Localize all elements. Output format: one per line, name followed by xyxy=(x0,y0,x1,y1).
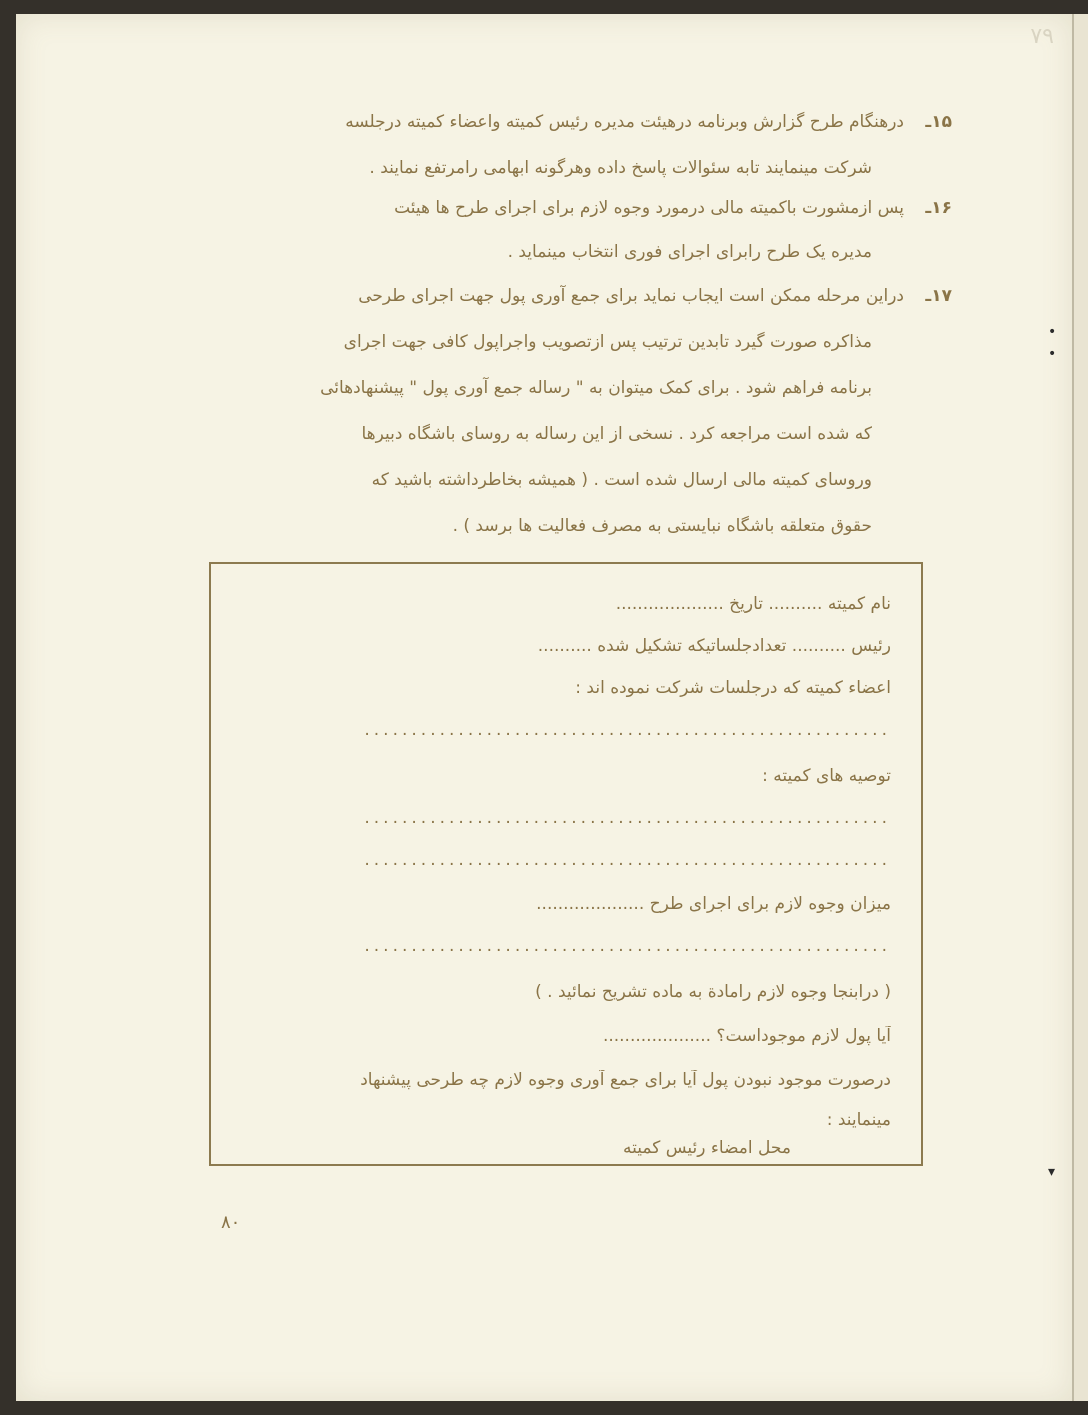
money-field[interactable]: .................... xyxy=(602,1026,712,1046)
date-label: تاریخ xyxy=(729,594,763,614)
item-number: ۱۶ـ xyxy=(925,198,952,218)
item-line: مذاکره صورت گیرد تابدین ترتیب پس ازتصویب واجراپول کافی جهت اجرای xyxy=(343,332,872,352)
explain-note: ( درابنجا وجوه لازم رامادة به ماده تشریح نمائید . ) xyxy=(535,982,891,1002)
form-row-recommendations xyxy=(241,766,891,786)
members-label: اعضاء کمیته که درجلسات شرکت نموده اند : xyxy=(575,678,891,698)
funds-field[interactable]: .................... xyxy=(536,894,645,914)
recommendations-label: توصیه های کمیته : xyxy=(762,766,891,786)
margin-dot-icon: • xyxy=(1048,346,1057,362)
recommendations-field-1[interactable]: ........................................................ xyxy=(364,808,891,828)
members-field[interactable]: ........................................................ xyxy=(364,720,891,740)
item-number: ۱۷ـ xyxy=(925,286,952,306)
form-row-members xyxy=(241,678,891,698)
item-line: مدیره یک طرح رابرای اجرای فوری انتخاب مینماید . xyxy=(507,242,872,262)
recommendations-field-2[interactable]: ........................................................ xyxy=(364,850,891,870)
form-row-funds xyxy=(241,894,891,914)
page-number: ۸۰ xyxy=(221,1212,241,1233)
chairman-label: رئیس xyxy=(851,636,891,656)
funds-field-2[interactable]: ........................................................ xyxy=(364,936,891,956)
item-line: وروسای کمیته مالی ارسال شده است . ( همیشه بخاطرداشته باشید که xyxy=(371,470,872,490)
item-line: برنامه فراهم شود . برای کمک میتوان به " رساله جمع آوری پول " پیشنهادهائی xyxy=(320,378,872,398)
absence-line-1: درصورت موجود نبودن پول آیا برای جمع آوری وجوه لازم چه طرحی پیشنهاد xyxy=(360,1070,891,1090)
form-row-chairman xyxy=(241,636,891,656)
margin-arrow-icon: ▾ xyxy=(1048,1164,1056,1180)
committee-name-field[interactable]: .......... xyxy=(768,594,823,614)
chairman-field[interactable]: .......... xyxy=(791,636,846,656)
committee-report-form xyxy=(209,562,923,1166)
committee-name-label: نام کمیته xyxy=(827,594,891,614)
absence-line-2: مینمایند : xyxy=(826,1110,891,1130)
form-row-money xyxy=(241,1026,891,1046)
date-field[interactable]: .................... xyxy=(615,594,724,614)
item-line: شرکت مینمایند تابه سئوالات پاسخ داده وهرگونه ابهامی رامرتفع نمایند . xyxy=(369,158,872,178)
margin-dot-icon: • xyxy=(1048,324,1057,340)
list-item xyxy=(132,286,952,536)
meetings-field[interactable]: .......... xyxy=(537,636,592,656)
meetings-label: تعدادجلساتیکه تشکیل شده xyxy=(597,636,787,656)
funds-label: میزان وجوه لازم برای اجرای طرح xyxy=(649,894,891,914)
signature-label: محل امضاء رئیس کمیته xyxy=(623,1138,791,1158)
page-edge xyxy=(1072,14,1088,1401)
form-row-committee-name xyxy=(241,594,891,614)
item-line: دراین مرحله ممکن است ایجاب نماید برای جمع آوری پول جهت اجرای طرحی xyxy=(358,286,904,306)
list-item xyxy=(132,198,952,262)
corner-page-mark: ٧٩ xyxy=(1030,24,1054,49)
item-line: پس ازمشورت باکمیته مالی درمورد وجوه لازم برای اجرای طرح ها هیئت xyxy=(394,198,904,218)
document-page xyxy=(16,14,1072,1401)
item-line: حقوق متعلقه باشگاه نبایستی به مصرف فعالیت ها برسد ) . xyxy=(452,516,872,536)
list-item xyxy=(132,112,952,178)
money-question-label: آیا پول لازم موجوداست؟ xyxy=(716,1026,891,1046)
item-line: درهنگام طرح گزارش وبرنامه درهیئت مدیره رئیس کمیته واعضاء کمیته درجلسه xyxy=(345,112,904,132)
item-number: ۱۵ـ xyxy=(925,112,952,132)
item-line: که شده است مراجعه کرد . نسخی از این رساله به روسای باشگاه دبیرها xyxy=(361,424,872,444)
document-content xyxy=(16,14,1072,1401)
